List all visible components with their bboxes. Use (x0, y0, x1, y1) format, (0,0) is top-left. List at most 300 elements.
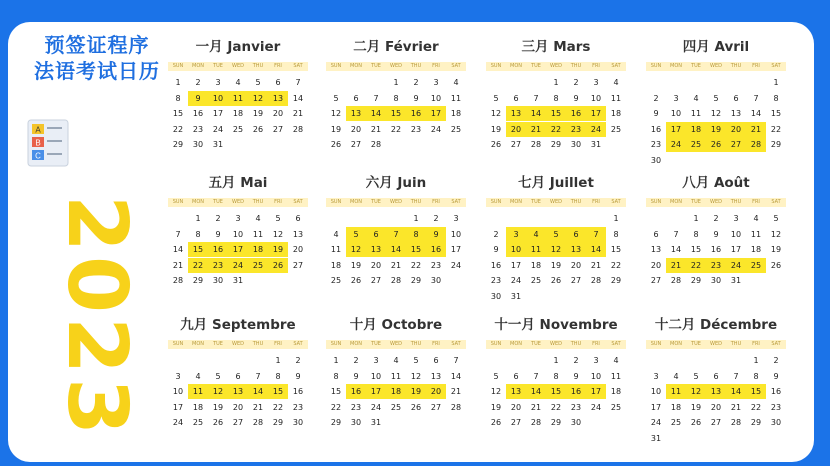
day-cell: 11 (610, 371, 622, 381)
day-cell: 29 (750, 418, 762, 427)
exam-day: 15 (406, 242, 426, 257)
weekday-label: THU (730, 63, 742, 69)
day-cell: 27 (650, 276, 662, 285)
day-cell: 2 (433, 214, 439, 223)
exam-day: 11 (526, 242, 546, 257)
weekday-header (326, 62, 466, 71)
day-cell: 3 (215, 78, 221, 87)
day-cell: 1 (175, 78, 181, 87)
weekday-label: SAT (771, 341, 781, 347)
exam-day: 13 (706, 384, 726, 399)
weekday-label: WED (390, 63, 402, 69)
year-text: 2023 (49, 194, 145, 440)
day-cell: 23 (350, 402, 362, 412)
day-cell: 9 (413, 93, 419, 103)
month-calendar (646, 314, 786, 449)
day-cell: 9 (353, 371, 359, 381)
weekday-label: FRI (432, 63, 440, 69)
day-cell: 5 (275, 214, 281, 223)
day-grid (326, 71, 466, 171)
day-cell: 28 (590, 276, 602, 285)
exam-day: 16 (346, 384, 366, 399)
day-cell: 27 (430, 402, 442, 412)
day-cell: 15 (610, 245, 622, 254)
day-cell: 3 (373, 356, 379, 365)
day-cell: 7 (295, 78, 301, 87)
day-cell: 28 (390, 276, 402, 285)
weekday-label: WED (232, 63, 244, 69)
month-title: 四月 Avril (682, 39, 750, 55)
day-cell: 28 (730, 418, 742, 427)
weekday-label: FRI (752, 199, 760, 205)
day-cell: 2 (195, 78, 201, 87)
exam-day: 11 (666, 384, 686, 399)
day-cell: 8 (175, 93, 181, 103)
weekday-label: THU (410, 341, 422, 347)
day-cell: 26 (252, 124, 264, 134)
day-cell: 23 (430, 260, 442, 270)
day-cell: 8 (553, 93, 559, 103)
day-cell: 11 (750, 229, 762, 239)
weekday-label: SAT (611, 63, 621, 69)
day-cell: 11 (610, 93, 622, 103)
day-cell: 7 (733, 371, 739, 381)
side-title (22, 32, 172, 84)
weekday-label: MON (510, 63, 522, 69)
day-cell: 22 (390, 124, 402, 134)
month-title: 二月 Février (353, 39, 439, 55)
day-cell: 1 (773, 78, 779, 87)
day-cell: 22 (550, 402, 562, 412)
weekday-label: THU (570, 199, 582, 205)
exam-day: 21 (526, 122, 546, 137)
day-cell: 14 (172, 245, 184, 254)
exam-day: 26 (268, 258, 288, 273)
weekday-label: TUE (531, 341, 541, 347)
exam-day: 11 (188, 384, 208, 399)
day-cell: 20 (292, 245, 304, 254)
weekday-label: WED (390, 199, 402, 205)
day-cell: 29 (610, 276, 622, 285)
day-cell: 4 (393, 356, 399, 365)
exam-day: 17 (366, 384, 386, 399)
exam-day: 15 (268, 384, 288, 399)
day-cell: 30 (570, 140, 582, 149)
day-cell: 23 (192, 124, 204, 134)
day-cell: 26 (330, 140, 342, 149)
day-cell: 1 (553, 78, 559, 87)
day-cell: 20 (510, 402, 522, 412)
day-cell: 7 (673, 229, 679, 239)
day-cell: 2 (773, 356, 779, 365)
day-cell: 29 (172, 140, 184, 149)
day-cell: 1 (413, 214, 419, 223)
exam-day: 13 (268, 91, 288, 106)
day-cell: 3 (733, 214, 739, 223)
day-cell: 5 (693, 371, 699, 381)
day-cell: 4 (255, 214, 261, 223)
day-cell: 4 (195, 371, 201, 381)
exam-day: 22 (546, 122, 566, 137)
weekday-label: THU (570, 341, 582, 347)
exam-day: 11 (228, 91, 248, 106)
day-cell: 27 (272, 124, 284, 134)
exam-day: 12 (546, 242, 566, 257)
day-grid (486, 349, 626, 449)
weekday-label: TUE (371, 341, 381, 347)
weekday-label: MON (350, 199, 362, 205)
day-cell: 29 (690, 276, 702, 285)
weekday-label: THU (730, 341, 742, 347)
weekday-label: TUE (691, 63, 701, 69)
day-cell: 25 (192, 418, 204, 427)
day-cell: 17 (212, 109, 224, 118)
day-cell: 19 (212, 402, 224, 412)
exam-day: 6 (566, 227, 586, 242)
day-cell: 16 (292, 387, 304, 396)
exam-day: 17 (666, 122, 686, 137)
day-cell: 4 (613, 78, 619, 87)
exam-day: 16 (208, 242, 228, 257)
day-cell: 19 (252, 109, 264, 118)
day-cell: 30 (770, 418, 782, 427)
day-cell: 3 (593, 356, 599, 365)
day-cell: 17 (730, 245, 742, 254)
day-cell: 7 (453, 356, 459, 365)
weekday-label: SAT (293, 63, 303, 69)
day-cell: 8 (275, 371, 281, 381)
exam-day: 19 (706, 122, 726, 137)
month-calendar (326, 314, 466, 449)
day-cell: 10 (370, 371, 382, 381)
day-cell: 10 (670, 109, 682, 118)
exam-day: 25 (746, 258, 766, 273)
day-cell: 25 (450, 124, 462, 134)
day-cell: 10 (590, 371, 602, 381)
day-cell: 23 (570, 402, 582, 412)
exam-day: 18 (248, 242, 268, 257)
day-cell: 17 (510, 260, 522, 270)
day-cell: 27 (232, 418, 244, 427)
weekday-label: SUN (650, 341, 662, 347)
exam-day: 14 (386, 242, 406, 257)
weekday-label: WED (710, 63, 722, 69)
weekday-label: FRI (432, 341, 440, 347)
day-cell: 18 (530, 260, 542, 270)
exam-day: 21 (666, 258, 686, 273)
weekday-label: WED (710, 199, 722, 205)
day-cell: 1 (753, 356, 759, 365)
weekday-label: TUE (531, 199, 541, 205)
month-calendar (326, 172, 466, 307)
weekday-label: TUE (691, 199, 701, 205)
day-cell: 7 (255, 371, 261, 381)
day-cell: 21 (390, 260, 402, 270)
day-cell: 9 (713, 229, 719, 239)
day-cell: 31 (730, 276, 742, 285)
day-cell: 5 (493, 371, 499, 381)
month-title: 一月 Janvier (195, 39, 281, 55)
day-cell: 8 (613, 229, 619, 239)
day-cell: 5 (333, 93, 339, 103)
day-cell: 3 (593, 78, 599, 87)
exam-day: 10 (208, 91, 228, 106)
day-cell: 22 (610, 260, 622, 270)
month-calendar (168, 172, 308, 307)
day-cell: 9 (215, 229, 221, 239)
weekday-label: FRI (752, 63, 760, 69)
day-cell: 5 (493, 93, 499, 103)
day-cell: 30 (350, 418, 362, 427)
exam-day: 25 (248, 258, 268, 273)
exam-day: 14 (586, 242, 606, 257)
day-cell: 15 (172, 109, 184, 118)
day-cell: 19 (490, 124, 502, 134)
day-cell: 28 (530, 418, 542, 427)
day-cell: 24 (212, 124, 224, 134)
weekday-label: MON (510, 341, 522, 347)
weekday-label: MON (192, 199, 204, 205)
day-cell: 2 (295, 356, 301, 365)
exam-day: 28 (746, 137, 766, 152)
weekday-label: MON (192, 341, 204, 347)
exam-day: 16 (426, 242, 446, 257)
day-cell: 2 (653, 93, 659, 103)
day-cell: 21 (252, 402, 264, 412)
day-cell: 6 (275, 78, 281, 87)
day-grid (646, 71, 786, 171)
day-cell: 9 (653, 109, 659, 118)
day-cell: 21 (730, 402, 742, 412)
day-cell: 15 (330, 387, 342, 396)
day-cell: 10 (590, 93, 602, 103)
day-cell: 12 (490, 109, 502, 118)
day-cell: 1 (393, 78, 399, 87)
exam-day: 12 (208, 384, 228, 399)
day-cell: 24 (590, 402, 602, 412)
day-cell: 18 (232, 109, 244, 118)
exam-day: 23 (706, 258, 726, 273)
weekday-label: WED (232, 199, 244, 205)
day-cell: 16 (192, 109, 204, 118)
exam-day: 17 (228, 242, 248, 257)
month-title: 十一月 Novembre (494, 317, 618, 333)
day-grid (486, 71, 626, 171)
weekday-header (168, 340, 308, 349)
day-cell: 9 (573, 93, 579, 103)
exam-day: 13 (566, 242, 586, 257)
month-title: 十二月 Décembre (654, 317, 778, 333)
day-cell: 26 (690, 418, 702, 427)
title-line-1: 预签证程序 (44, 33, 150, 57)
day-cell: 25 (232, 124, 244, 134)
exam-day: 12 (248, 91, 268, 106)
month-calendar (168, 36, 308, 171)
weekday-header (168, 62, 308, 71)
day-cell: 11 (330, 245, 342, 254)
day-cell: 31 (590, 140, 602, 149)
day-cell: 7 (373, 93, 379, 103)
day-cell: 2 (413, 78, 419, 87)
exam-day: 24 (726, 258, 746, 273)
day-cell: 30 (292, 418, 304, 427)
day-cell: 11 (252, 229, 264, 239)
weekday-header (326, 198, 466, 207)
day-cell: 13 (650, 245, 662, 254)
day-cell: 6 (713, 371, 719, 381)
day-cell: 20 (570, 260, 582, 270)
exam-day: 26 (706, 137, 726, 152)
day-grid (168, 349, 308, 449)
weekday-header (486, 62, 626, 71)
year-label (46, 172, 146, 462)
day-cell: 27 (350, 140, 362, 149)
day-cell: 3 (433, 78, 439, 87)
weekday-label: TUE (213, 199, 223, 205)
day-cell: 6 (653, 229, 659, 239)
day-cell: 22 (770, 124, 782, 134)
weekday-label: MON (670, 63, 682, 69)
exam-day: 20 (506, 122, 526, 137)
day-cell: 12 (410, 371, 422, 381)
weekday-label: TUE (213, 63, 223, 69)
day-cell: 23 (650, 140, 662, 149)
day-cell: 22 (172, 124, 184, 134)
weekday-label: FRI (592, 199, 600, 205)
day-cell: 16 (490, 260, 502, 270)
day-cell: 7 (753, 93, 759, 103)
day-cell: 24 (650, 418, 662, 427)
day-cell: 16 (710, 245, 722, 254)
day-cell: 1 (275, 356, 281, 365)
day-cell: 22 (410, 260, 422, 270)
day-cell: 4 (613, 356, 619, 365)
weekday-header (168, 198, 308, 207)
day-cell: 12 (490, 387, 502, 396)
day-cell: 8 (773, 93, 779, 103)
exam-day: 16 (566, 384, 586, 399)
day-cell: 24 (430, 124, 442, 134)
day-cell: 19 (550, 260, 562, 270)
day-cell: 29 (272, 418, 284, 427)
day-cell: 30 (710, 276, 722, 285)
day-cell: 7 (533, 93, 539, 103)
day-cell: 9 (573, 371, 579, 381)
month-calendar (168, 314, 308, 449)
abc-book-icon (22, 114, 74, 170)
day-cell: 28 (370, 140, 382, 149)
exam-day: 9 (426, 227, 446, 242)
day-cell: 3 (673, 93, 679, 103)
day-cell: 4 (693, 93, 699, 103)
day-cell: 17 (172, 402, 184, 412)
day-cell: 12 (272, 229, 284, 239)
day-cell: 3 (653, 371, 659, 381)
day-grid (486, 207, 626, 307)
exam-day: 10 (506, 242, 526, 257)
exam-day: 5 (346, 227, 366, 242)
weekday-header (646, 198, 786, 207)
weekday-label: THU (410, 199, 422, 205)
day-cell: 2 (713, 214, 719, 223)
exam-day: 17 (586, 384, 606, 399)
exam-day: 15 (386, 106, 406, 121)
day-cell: 6 (513, 371, 519, 381)
day-cell: 31 (370, 418, 382, 427)
weekday-label: SUN (330, 63, 342, 69)
month-calendar (646, 172, 786, 307)
exam-day: 12 (346, 242, 366, 257)
day-cell: 28 (292, 124, 304, 134)
weekday-header (646, 340, 786, 349)
day-grid (326, 207, 466, 307)
weekday-header (486, 340, 626, 349)
day-cell: 19 (490, 402, 502, 412)
weekday-label: SAT (611, 199, 621, 205)
day-cell: 14 (292, 93, 304, 103)
day-cell: 20 (370, 260, 382, 270)
day-cell: 18 (750, 245, 762, 254)
weekday-header (646, 62, 786, 71)
day-cell: 5 (413, 356, 419, 365)
day-cell: 11 (450, 93, 462, 103)
title-line-2: 法语考试日历 (34, 59, 160, 83)
exam-day: 12 (686, 384, 706, 399)
day-cell: 6 (733, 93, 739, 103)
day-cell: 29 (330, 418, 342, 427)
day-cell: 6 (513, 93, 519, 103)
day-cell: 30 (430, 276, 442, 285)
month-calendar (646, 36, 786, 171)
day-cell: 27 (510, 140, 522, 149)
exam-day: 14 (366, 106, 386, 121)
day-cell: 18 (670, 402, 682, 412)
calendar-card (8, 22, 814, 462)
day-cell: 4 (673, 371, 679, 381)
exam-day: 22 (188, 258, 208, 273)
day-cell: 24 (450, 260, 462, 270)
weekday-label: THU (730, 199, 742, 205)
day-cell: 18 (450, 109, 462, 118)
day-cell: 7 (533, 371, 539, 381)
day-cell: 23 (410, 124, 422, 134)
weekday-label: FRI (592, 63, 600, 69)
day-cell: 3 (175, 371, 181, 381)
day-cell: 18 (192, 402, 204, 412)
day-cell: 21 (370, 124, 382, 134)
weekday-label: MON (192, 63, 204, 69)
weekday-label: FRI (432, 199, 440, 205)
weekday-label: FRI (274, 63, 282, 69)
day-cell: 21 (590, 260, 602, 270)
day-cell: 10 (450, 229, 462, 239)
day-cell: 8 (693, 229, 699, 239)
day-cell: 6 (295, 214, 301, 223)
day-cell: 28 (450, 402, 462, 412)
weekday-label: SUN (490, 341, 502, 347)
day-cell: 15 (690, 245, 702, 254)
day-cell: 27 (292, 260, 304, 270)
exam-day: 15 (746, 384, 766, 399)
svg-text:C: C (35, 151, 41, 161)
day-cell: 15 (770, 109, 782, 118)
day-cell: 2 (353, 356, 359, 365)
day-cell: 5 (255, 78, 261, 87)
day-cell: 19 (690, 402, 702, 412)
exam-day: 13 (506, 106, 526, 121)
day-cell: 11 (390, 371, 402, 381)
day-cell: 30 (570, 418, 582, 427)
